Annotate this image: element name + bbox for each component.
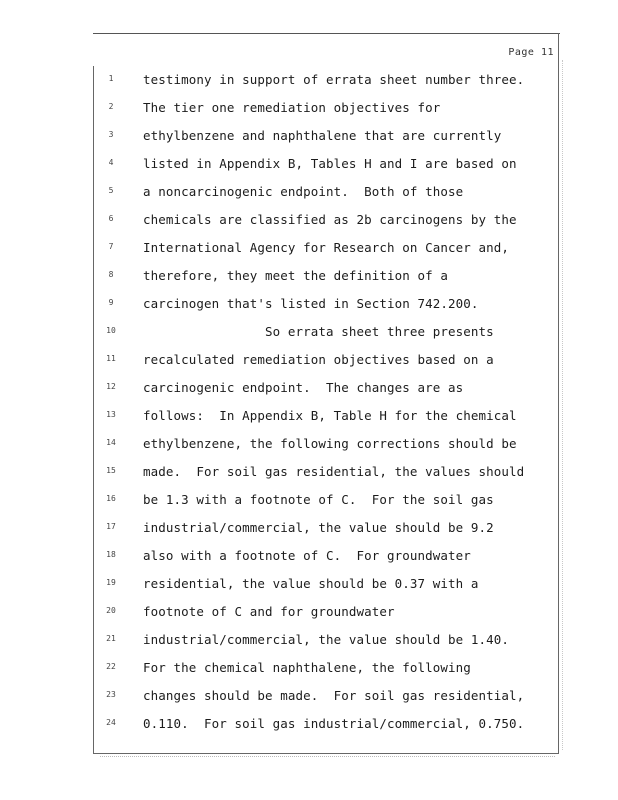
line-number: 3 [108,130,114,139]
line-number: 20 [106,606,116,615]
line-number: 16 [106,494,116,503]
line-text: International Agency for Research on Cancer and, [143,240,510,255]
transcript-line [0,380,560,396]
transcript-line [0,72,560,88]
transcript-line [0,296,560,312]
line-number: 7 [108,242,114,251]
page-number-header: Page 11 [508,47,554,58]
line-text: For the chemical naphthalene, the following [143,660,471,675]
line-number: 12 [106,382,116,391]
line-text: 0.110. For soil gas industrial/commercial, 0.750. [143,716,525,731]
transcript-line [0,548,560,564]
line-number: 13 [106,410,116,419]
transcript-line [0,464,560,480]
transcript-line [0,128,560,144]
line-text: So errata sheet three presents [143,324,494,339]
transcript-line [0,408,560,424]
bottom-rule [93,753,559,754]
line-number: 1 [108,74,114,83]
line-number: 14 [106,438,116,447]
transcript-line [0,520,560,536]
transcript-line [0,240,560,256]
line-text: industrial/commercial, the value should be 9.2 [143,520,494,535]
line-number: 22 [106,662,116,671]
line-text: carcinogen that's listed in Section 742.200. [143,296,479,311]
line-number: 8 [108,270,114,279]
line-text: ethylbenzene and naphthalene that are currently [143,128,502,143]
line-text: therefore, they meet the definition of a [143,268,449,283]
transcript-line [0,352,560,368]
line-text: made. For soil gas residential, the values should [143,464,525,479]
transcript-line [0,688,560,704]
line-text: a noncarcinogenic endpoint. Both of those [143,184,464,199]
transcript-line [0,604,560,620]
transcript-line [0,632,560,648]
transcript-line [0,184,560,200]
right-edge-dots [562,60,563,750]
line-number: 21 [106,634,116,643]
transcript-line [0,212,560,228]
line-text: chemicals are classified as 2b carcinogens by the [143,212,517,227]
transcript-line [0,436,560,452]
line-number: 5 [108,186,114,195]
top-rule [93,33,560,34]
line-number: 4 [108,158,114,167]
line-number: 15 [106,466,116,475]
line-text: industrial/commercial, the value should be 1.40. [143,632,510,647]
transcript-line [0,156,560,172]
line-number: 6 [108,214,114,223]
line-number: 11 [106,354,116,363]
transcript-line [0,660,560,676]
line-text: listed in Appendix B, Tables H and I are based on [143,156,517,171]
line-text: footnote of C and for groundwater [143,604,395,619]
line-number: 17 [106,522,116,531]
transcript-line [0,268,560,284]
line-number: 24 [106,718,116,727]
line-text: ethylbenzene, the following corrections should be [143,436,517,451]
line-number: 18 [106,550,116,559]
line-text: be 1.3 with a footnote of C. For the soil gas [143,492,494,507]
line-number: 2 [108,102,114,111]
line-number: 23 [106,690,116,699]
line-text: also with a footnote of C. For groundwater [143,548,471,563]
transcript-line [0,100,560,116]
line-number: 19 [106,578,116,587]
line-text: testimony in support of errata sheet number three. [143,72,525,87]
transcript-line [0,492,560,508]
line-text: The tier one remediation objectives for [143,100,441,115]
line-text: recalculated remediation objectives based on a [143,352,494,367]
line-text: changes should be made. For soil gas residential, [143,688,525,703]
line-number: 10 [106,326,116,335]
line-number: 9 [108,298,114,307]
line-text: carcinogenic endpoint. The changes are as [143,380,464,395]
transcript-line [0,716,560,732]
line-text: follows: In Appendix B, Table H for the chemical [143,408,517,423]
footer-strip [100,756,555,761]
line-text: residential, the value should be 0.37 with a [143,576,479,591]
transcript-line [0,576,560,592]
transcript-line [0,324,560,340]
